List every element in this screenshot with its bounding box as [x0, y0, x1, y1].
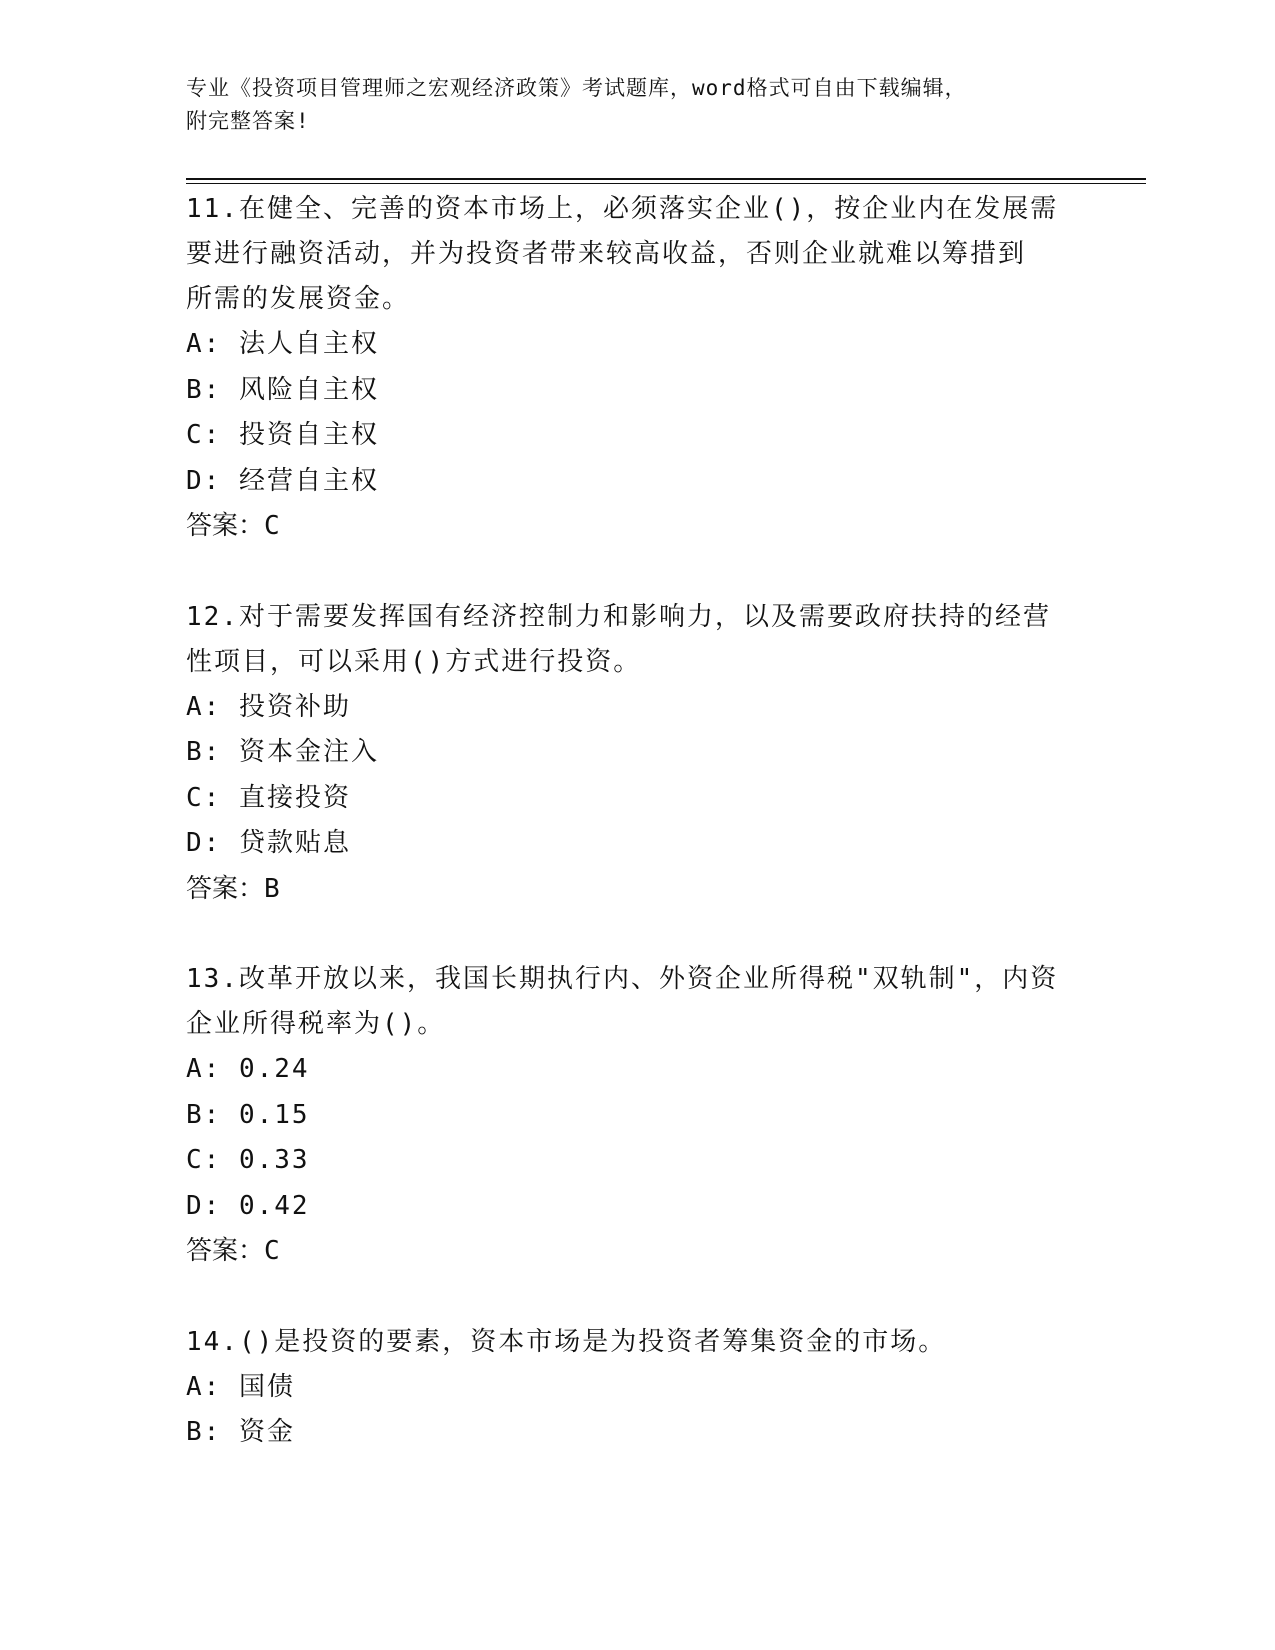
answer-value: C	[264, 511, 280, 541]
option-a: A: 投资补助	[186, 691, 351, 722]
answer-value: C	[264, 1236, 280, 1266]
option-d: D: 经营自主权	[186, 465, 379, 496]
option-b: B: 0.15	[186, 1099, 310, 1130]
question-stem-line: 14.()是投资的要素，资本市场是为投资者筹集资金的市场。	[186, 1326, 947, 1357]
option-b: B: 资本金注入	[186, 737, 379, 767]
document-page	[186, 72, 1146, 1456]
option-d: D: 0.42	[186, 1190, 310, 1221]
option-c: C: 投资自主权	[186, 420, 379, 450]
option-a: A: 国债	[186, 1371, 295, 1402]
question-13	[186, 957, 1146, 1275]
option-d: D: 贷款贴息	[186, 828, 351, 858]
option-a: A: 法人自主权	[186, 329, 379, 359]
option-a: A: 0.24	[186, 1054, 310, 1084]
question-stem-line: 13.改革开放以来，我国长期执行内、外资企业所得税"双轨制"，内资	[186, 964, 1059, 994]
answer-label: 答案：	[186, 1236, 265, 1266]
option-b: B: 风险自主权	[186, 374, 379, 405]
answer-label: 答案：	[186, 873, 265, 904]
question-12	[186, 595, 1146, 913]
question-11	[186, 187, 1146, 550]
header-line-1: 专业《投资项目管理师之宏观经济政策》考试题库，word格式可自由下载编辑，	[186, 76, 967, 100]
option-c: C: 0.33	[186, 1145, 310, 1175]
question-stem-line: 12.对于需要发挥国有经济控制力和影响力，以及需要政府扶持的经营	[186, 601, 1051, 632]
header-divider	[186, 178, 1146, 184]
question-stem-line: 要进行融资活动，并为投资者带来较高收益，否则企业就难以筹措到	[186, 239, 1027, 269]
header-line-2: 附完整答案!	[186, 109, 310, 133]
question-stem-line: 企业所得税率为()。	[186, 1009, 446, 1039]
option-b: B: 资金	[186, 1417, 295, 1447]
answer-value: B	[264, 873, 280, 904]
question-stem-line: 性项目，可以采用()方式进行投资。	[186, 646, 642, 677]
answer-line	[186, 867, 1146, 913]
option-c: C: 直接投资	[186, 782, 351, 813]
answer-label: 答案：	[186, 511, 265, 541]
question-stem-line: 所需的发展资金。	[186, 284, 411, 314]
question-14	[186, 1320, 1146, 1456]
question-stem-line: 11.在健全、完善的资本市场上，必须落实企业()，按企业内在发展需	[186, 194, 1059, 224]
answer-line	[186, 1229, 1146, 1275]
answer-line	[186, 504, 1146, 550]
